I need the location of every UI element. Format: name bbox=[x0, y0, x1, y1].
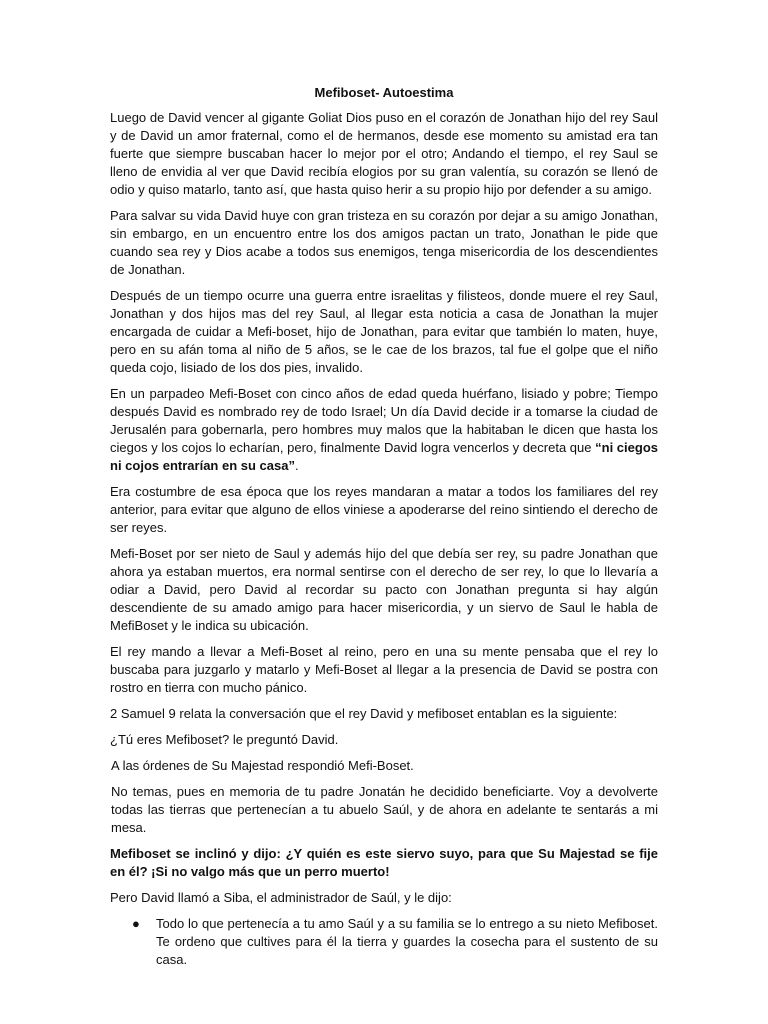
paragraph-siba: Pero David llamó a Siba, el administrador de Saúl, y le dijo: bbox=[110, 890, 452, 905]
paragraph-5: Era costumbre de esa época que los reyes mandaran a matar a todos los familiares del rey anterior, para evitar que alguno de ellos viniese a apoderarse del reino sintiendo el derecho de ser reyes. bbox=[110, 484, 658, 535]
paragraph-1: Luego de David vencer al gigante Goliat Dios puso en el corazón de Jonathan hijo del rey Saul y de David un amor fraternal, como el de hermanos, desde ese momento su amistad era tan fuerte que siempre buscaban hacer lo mejor por el otro; Andando el tiempo, el rey Saul se lleno de envidia al ver que David recibía elogios por su gran valentía, su corazón se llenó de odio y quiso matarlo, tanto así, que hasta quiso herir a su propio hijo por defender a su amigo. bbox=[110, 110, 658, 197]
paragraph-8: 2 Samuel 9 relata la conversación que el rey David y mefiboset entablan es la siguiente: bbox=[110, 706, 618, 721]
document-title: Mefiboset- Autoestima bbox=[314, 85, 454, 100]
paragraph-7: El rey mando a llevar a Mefi-Boset al reino, pero en una su mente pensaba que el rey lo buscaba para juzgarlo y matarlo y Mefi-Boset al llegar a la presencia de David se postra con rostro en tierra con mucho pánico. bbox=[110, 644, 658, 695]
paragraph-6: Mefi-Boset por ser nieto de Saul y además hijo del que debía ser rey, su padre Jonathan que ahora ya estaban muertos, era normal sentirse con el derecho de ser rey, lo que lo llevaría a odiar a David, pero David al recordar su pacto con Jonathan pregunta si hay algún descendiente de su amado amigo para hacer misericordia, y un siervo de Saul le habla de MefiBoset y le indica su ubicación. bbox=[110, 546, 658, 633]
bullet-text: Todo lo que pertenecía a tu amo Saúl y a su familia se lo entrego a su nieto Mefiboset. Te ordeno que cultives para él la tierra y guardes la cosecha para el sustento de su casa. bbox=[156, 916, 658, 967]
paragraph-9: ¿Tú eres Mefiboset? le preguntó David. bbox=[110, 732, 339, 747]
paragraph-3: Después de un tiempo ocurre una guerra entre israelitas y filisteos, donde muere el rey Saul, Jonathan y dos hijos mas del rey Saul, al llegar esta noticia a casa de Jonathan la mujer encargada de cuidar a Mefi-boset, hijo de Jonathan, para evitar que también lo maten, huye, pero en su afán toma al niño de 5 años, se le cae de los brazos, tal fue el golpe que el niño queda cojo, lisiado de los dos pies, invalido. bbox=[110, 288, 658, 375]
document-page bbox=[110, 84, 658, 969]
paragraph-2: Para salvar su vida David huye con gran tristeza en su corazón por dejar a su amigo Jonathan, sin embargo, en un encuentro entre los dos amigos pactan un trato, Jonathan le pide que cuando sea rey y Dios acabe a todos sus enemigos, tenga misericordia de los descendientes de Jonathan. bbox=[110, 208, 658, 277]
bold-paragraph: Mefiboset se inclinó y dijo: ¿Y quién es este siervo suyo, para que Su Majestad se fije en él? ¡Si no valgo más que un perro muerto! bbox=[110, 846, 658, 879]
paragraph-4-quote: “ni ciegos ni cojos entrarían en su casa” bbox=[110, 440, 658, 473]
paragraph-4-end: . bbox=[294, 458, 299, 473]
paragraph-4-text: En un parpadeo Mefi-Boset con cinco años de edad queda huérfano, lisiado y pobre; Tiempo después David es nombrado rey de todo Israel; Un día David decide ir a tomarse la ciudad de Jerusalén para gobernarla, pero hombres muy malos que la habitaban le dicen que hasta los ciegos y los cojos lo echarían, pero, finalmente David logra vencerlos y decreta que bbox=[110, 386, 658, 455]
paragraph-11: No temas, pues en memoria de tu padre Jonatán he decidido beneficiarte. Voy a devolverte todas las tierras que pertenecían a tu abuelo Saúl, y de ahora en adelante te sentarás a mi mesa. bbox=[111, 784, 658, 835]
bullet-list bbox=[110, 915, 658, 969]
paragraph-10: A las órdenes de Su Majestad respondió Mefi-Boset. bbox=[111, 758, 414, 773]
bullet-item bbox=[110, 915, 658, 969]
bullet-icon: ● bbox=[132, 916, 140, 931]
paragraph-4 bbox=[110, 385, 658, 475]
